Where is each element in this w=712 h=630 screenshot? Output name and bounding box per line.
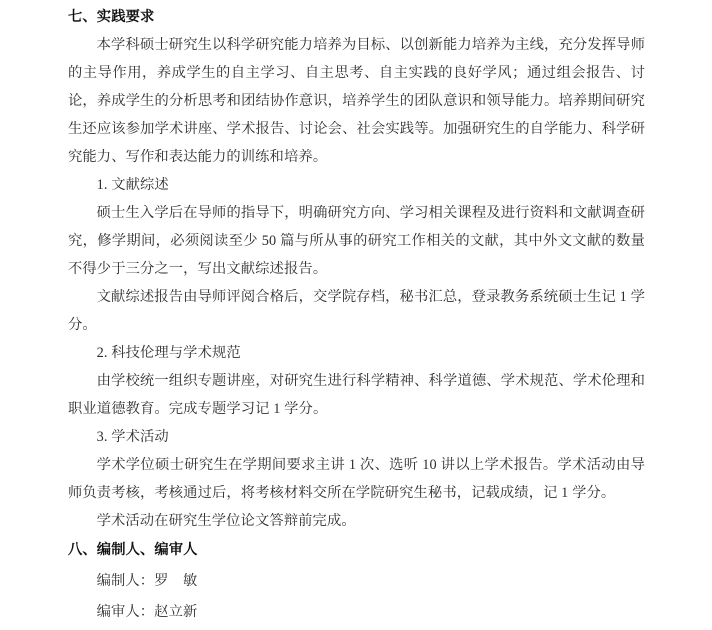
section-heading-8-compilers: 八、编制人、编审人 xyxy=(68,542,198,558)
compiler-name-line: 编制人：罗 敏 xyxy=(96,573,198,589)
paragraph-ethics-education: 由学校统一组织专题讲座，对研究生进行科学精神、科学道德、学术规范、学术伦理和职业道德教育。完成专题学习记 1 学分。 xyxy=(68,373,645,417)
subheading-3-academic-activities: 3. 学术活动 xyxy=(96,429,169,445)
paragraph-literature-review-credit: 文献综述报告由导师评阅合格后，交学院存档，秘书汇总，登录教务系统硕士生记 1 学分。 xyxy=(68,289,645,333)
paragraph-practice-overview: 本学科硕士研究生以科学研究能力培养为目标、以创新能力培养为主线，充分发挥导师的主导作用，养成学生的自主学习、自主思考、自主实践的良好学风；通过组会报告、讨论，养成学生的分析思考和团结协作意识，培养学生的团队意识和领导能力。培养期间研究生还应该参加学术讲座、学术报告、讨论会、社会实践等。加强研究生的自学能力、科学研究能力、写作和表达能力的训练和培养。 xyxy=(68,37,645,165)
paragraph-literature-review-requirement: 硕士生入学后在导师的指导下，明确研究方向、学习相关课程及进行资料和文献调查研究，修学期间，必须阅读至少 50 篇与所从事的研究工作相关的文献，其中外文文献的数量不得少于三分之一，写出文献综述报告。 xyxy=(68,205,645,277)
section-heading-7-practice-requirements: 七、实践要求 xyxy=(68,9,155,25)
subheading-1-literature-review: 1. 文献综述 xyxy=(96,177,169,193)
subheading-2-ethics-academic-norms: 2. 科技伦理与学术规范 xyxy=(96,345,241,361)
paragraph-academic-activities-requirement: 学术学位硕士研究生在学期间要求主讲 1 次、选听 10 讲以上学术报告。学术活动由导师负责考核，考核通过后，将考核材料交所在学院研究生秘书，记载成绩，记 1 学分。 xyxy=(68,457,645,501)
paragraph-academic-activities-deadline: 学术活动在研究生学位论文答辩前完成。 xyxy=(96,513,356,529)
reviewer-name-line: 编审人：赵立新 xyxy=(96,604,198,620)
